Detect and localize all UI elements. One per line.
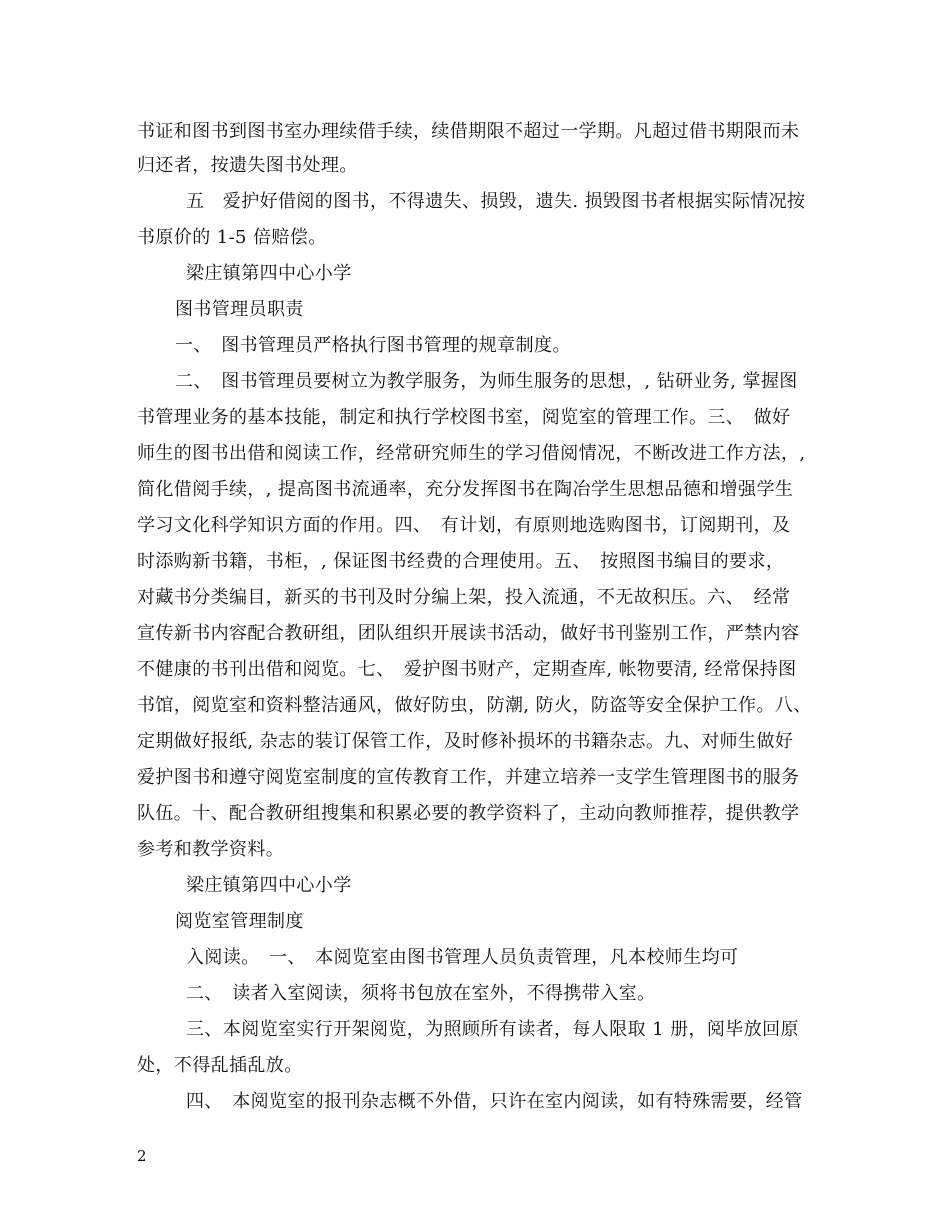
text-line: 五 爱护好借阅的图书，不得遗失、损毁，遗失. 损毁图书者根据实际情况按 <box>186 191 806 212</box>
text-line: 参考和教学资料。 <box>137 839 285 860</box>
text-line: 书原价的 1-5 倍赔偿。 <box>137 227 327 248</box>
text-line: 书管理业务的基本技能，制定和执行学校图书室，阅览室的管理工作。三、 做好 <box>137 407 791 428</box>
text-line: 三、本阅览室实行开架阅览，为照顾所有读者，每人限取 1 册，阅毕放回原 <box>186 1019 799 1040</box>
text-line: 队伍。十、配合教研组搜集和积累必要的教学资料了，主动向教师推荐，提供教学 <box>137 803 800 824</box>
section-title: 阅览室管理制度 <box>175 911 304 932</box>
text-line: 师生的图书出借和阅读工作，经常研究师生的学习借阅情况，不断改进工作方法，, <box>137 443 806 464</box>
text-line: 对藏书分类编目，新买的书刊及时分编上架，投入流通，不无故积压。六、 经常 <box>137 587 791 608</box>
text-line: 爱护图书和遵守阅览室制度的宣传教育工作，并建立培养一支学生管理图书的服务 <box>137 767 800 788</box>
text-line: 时添购新书籍，书柜，, 保证图书经费的合理使用。五、 按照图书编目的要求， <box>137 551 785 572</box>
text-line: 定期做好报纸, 杂志的装订保管工作，及时修补损坏的书籍杂志。九、对师生做好 <box>137 731 794 752</box>
text-line: 不健康的书刊出借和阅览。七、 爱护图书财产，定期查库, 帐物要清, 经常保持图 <box>137 659 797 680</box>
text-line: 二、 图书管理员要树立为教学服务，为师生服务的思想，, 钻研业务, 掌握图 <box>175 371 798 392</box>
text-line: 归还者，按遗失图书处理。 <box>137 155 358 176</box>
text-line: 学习文化科学知识方面的作用。四、 有计划，有原则地选购图书，订阅期刊，及 <box>137 515 791 536</box>
text-line: 宣传新书内容配合教研组，团队组织开展读书活动，做好书刊鉴别工作，严禁内容 <box>137 623 800 644</box>
text-line: 一、 图书管理员严格执行图书管理的规章制度。 <box>175 335 571 356</box>
page-number: 2 <box>137 1147 147 1165</box>
text-line: 书证和图书到图书室办理续借手续，续借期限不超过一学期。凡超过借书期限而未 <box>137 121 800 142</box>
section-signature: 梁庄镇第四中心小学 <box>186 263 352 284</box>
text-line: 书馆，阅览室和资料整洁通风，做好防虫，防潮, 防火，防盗等安全保护工作。八、 <box>137 695 812 716</box>
section-signature: 梁庄镇第四中心小学 <box>186 875 352 896</box>
text-line: 入阅读。 一、 本阅览室由图书管理人员负责管理，凡本校师生均可 <box>186 947 739 968</box>
text-line: 四、 本阅览室的报刊杂志概不外借，只许在室内阅读，如有特殊需要，经管 <box>186 1091 803 1112</box>
text-line: 二、 读者入室阅读，须将书包放在室外，不得携带入室。 <box>186 983 656 1004</box>
text-line: 简化借阅手续，, 提高图书流通率，充分发挥图书在陶冶学生思想品德和增强学生 <box>137 479 794 500</box>
text-line: 处，不得乱插乱放。 <box>137 1055 303 1076</box>
section-title: 图书管理员职责 <box>175 299 304 320</box>
